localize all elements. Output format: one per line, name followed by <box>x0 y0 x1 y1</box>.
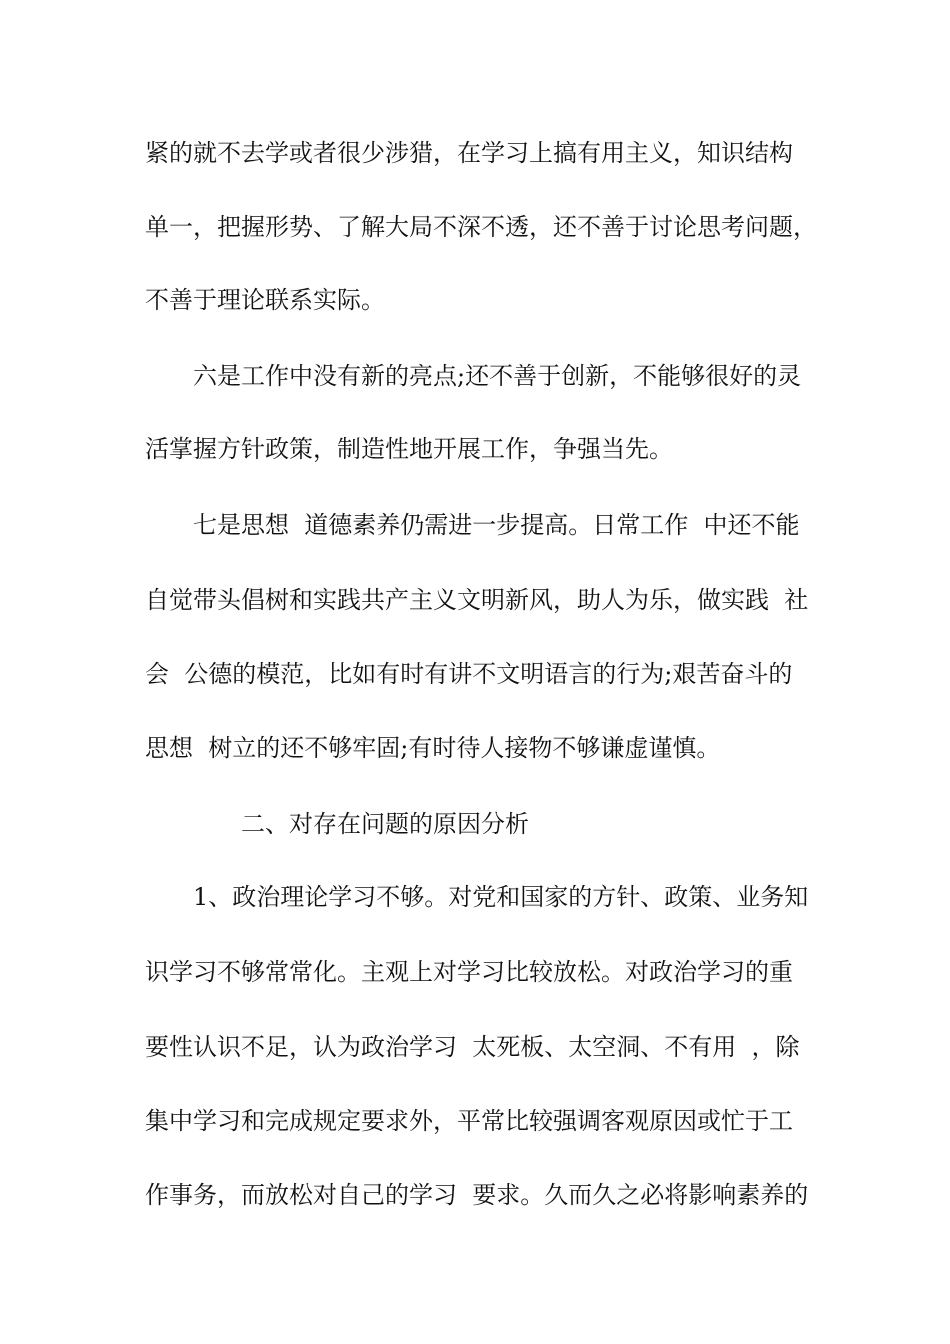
section-heading: 二、对存在问题的原因分析 <box>241 810 529 838</box>
text-line: 自觉带头倡树和实践共产主义文明新风，助人为乐，做实践 社 <box>145 586 809 614</box>
text-line: 要性认识不足，认为政治学习 太死板、太空洞、不有用 ，除 <box>145 1033 800 1061</box>
text-line: 活掌握方针政策，制造性地开展工作，争强当先。 <box>145 435 673 463</box>
text-line: 不善于理论联系实际。 <box>145 286 385 314</box>
paragraph-start-line: 六是工作中没有新的亮点;还不善于创新，不能够很好的灵 <box>193 362 802 390</box>
text-line: 会 公德的模范，比如有时有讲不文明语言的行为;艰苦奋斗的 <box>145 660 793 688</box>
text-line: 单一，把握形势、了解大局不深不透，还不善于讨论思考问题， <box>145 213 817 241</box>
text-line: 识学习不够常常化。主观上对学习比较放松。对政治学习的重 <box>145 958 793 986</box>
text-line: 思想 树立的还不够牢固;有时待人接物不够谦虚谨慎。 <box>145 734 721 762</box>
text-line: 紧的就不去学或者很少涉猎，在学习上搞有用主义，知识结构 <box>145 139 793 167</box>
text-line: 作事务，而放松对自己的学习 要求。久而久之必将影响素养的 <box>145 1181 809 1209</box>
paragraph-start-line: 1、政治理论学习不够。对党和国家的方针、政策、业务知 <box>193 883 809 911</box>
text-line: 集中学习和完成规定要求外，平常比较强调客观原因或忙于工 <box>145 1107 793 1135</box>
paragraph-start-line: 七是思想 道德素养仍需进一步提高。日常工作 中还不能 <box>193 511 800 539</box>
